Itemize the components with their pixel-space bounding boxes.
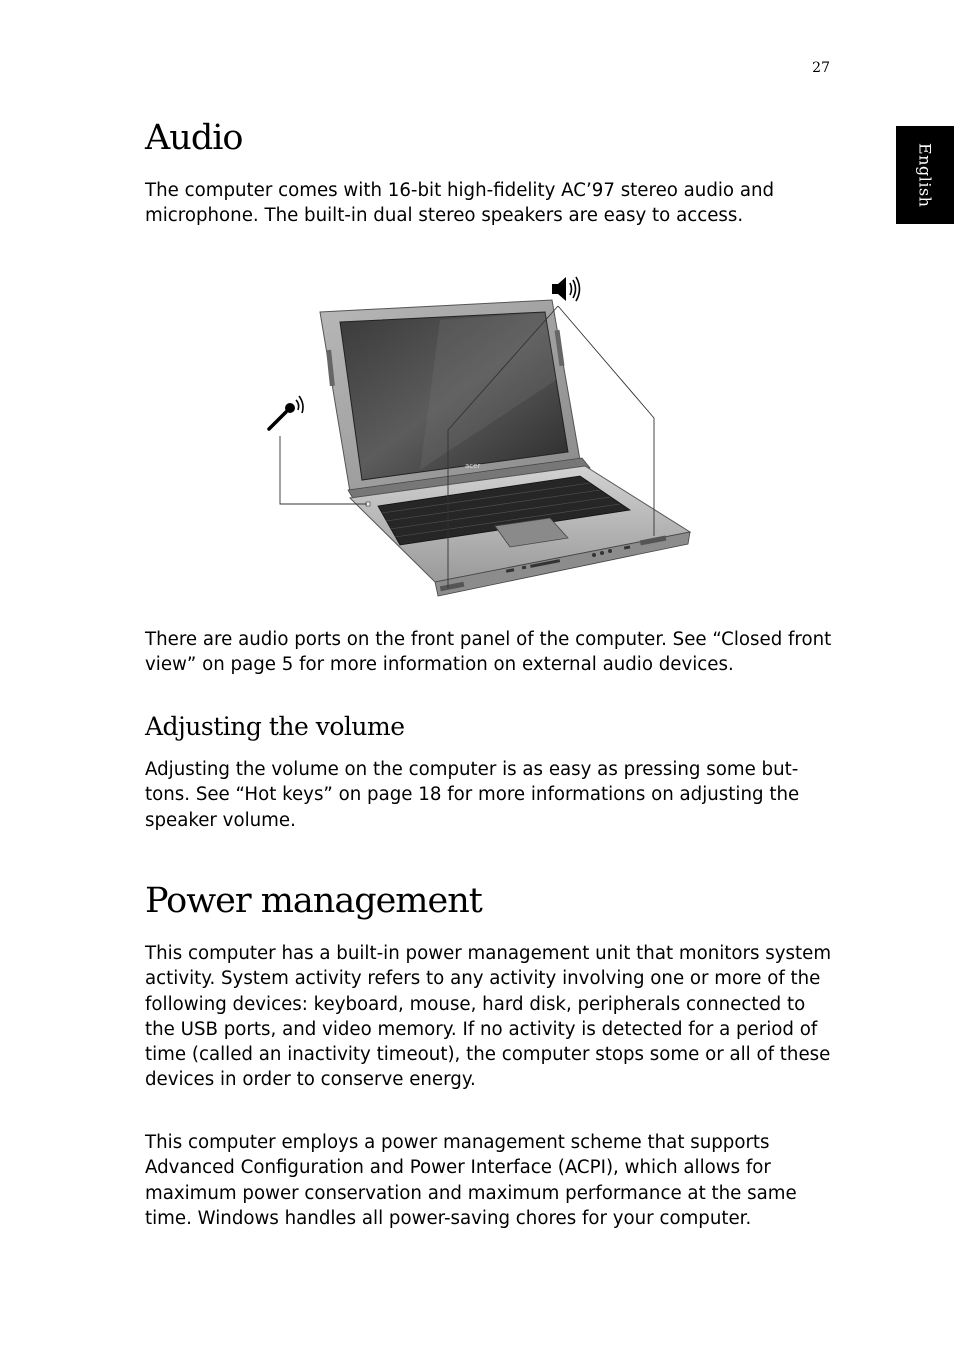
audio-intro-text: The computer comes with 16-bit high-fidelity AC’97 stereo audio and microphone. The built-in dual stereo speakers are easy to access. — [145, 180, 775, 227]
page-number: 27 — [812, 60, 830, 76]
language-tab — [896, 126, 954, 224]
language-tab-label: English — [915, 142, 935, 208]
speaker-icon — [552, 277, 580, 301]
adjusting-volume-text: Adjusting the volume on the computer is as easy as pressing some but-tons. See “Hot keys” on page 18 for more informations on adjusting the speaker volume. — [145, 759, 800, 831]
laptop-audio-figure — [260, 270, 700, 600]
laptop-brand-label: acer — [465, 462, 481, 470]
audio-heading: Audio — [145, 118, 243, 158]
power-management-paragraph-2: This computer employs a power management scheme that supports Advanced Configuration and Power Interface (ACPI), which allows for maximum power conservation and maximum performance at the same time. Windows handles all power-saving chores for your computer. — [145, 1132, 797, 1229]
power-management-paragraph-1: This computer has a built-in power management unit that monitors system activity. System activity refers to any activity involving one or more of the following devices: keyboard, mouse, hard disk, peripherals connected to the USB ports, and video memory. If no activity is detected for a period of time (called an inactivity timeout), the computer stops some or all of these devices in order to conserve energy. — [145, 943, 832, 1091]
adjusting-volume-heading: Adjusting the volume — [145, 712, 405, 741]
microphone-icon — [269, 396, 303, 429]
power-management-heading: Power management — [145, 881, 482, 921]
audio-ports-text: There are audio ports on the front panel of the computer. See “Closed front view” on page 5 for more information on external audio devices. — [145, 629, 832, 676]
laptop-illustration — [260, 270, 700, 600]
